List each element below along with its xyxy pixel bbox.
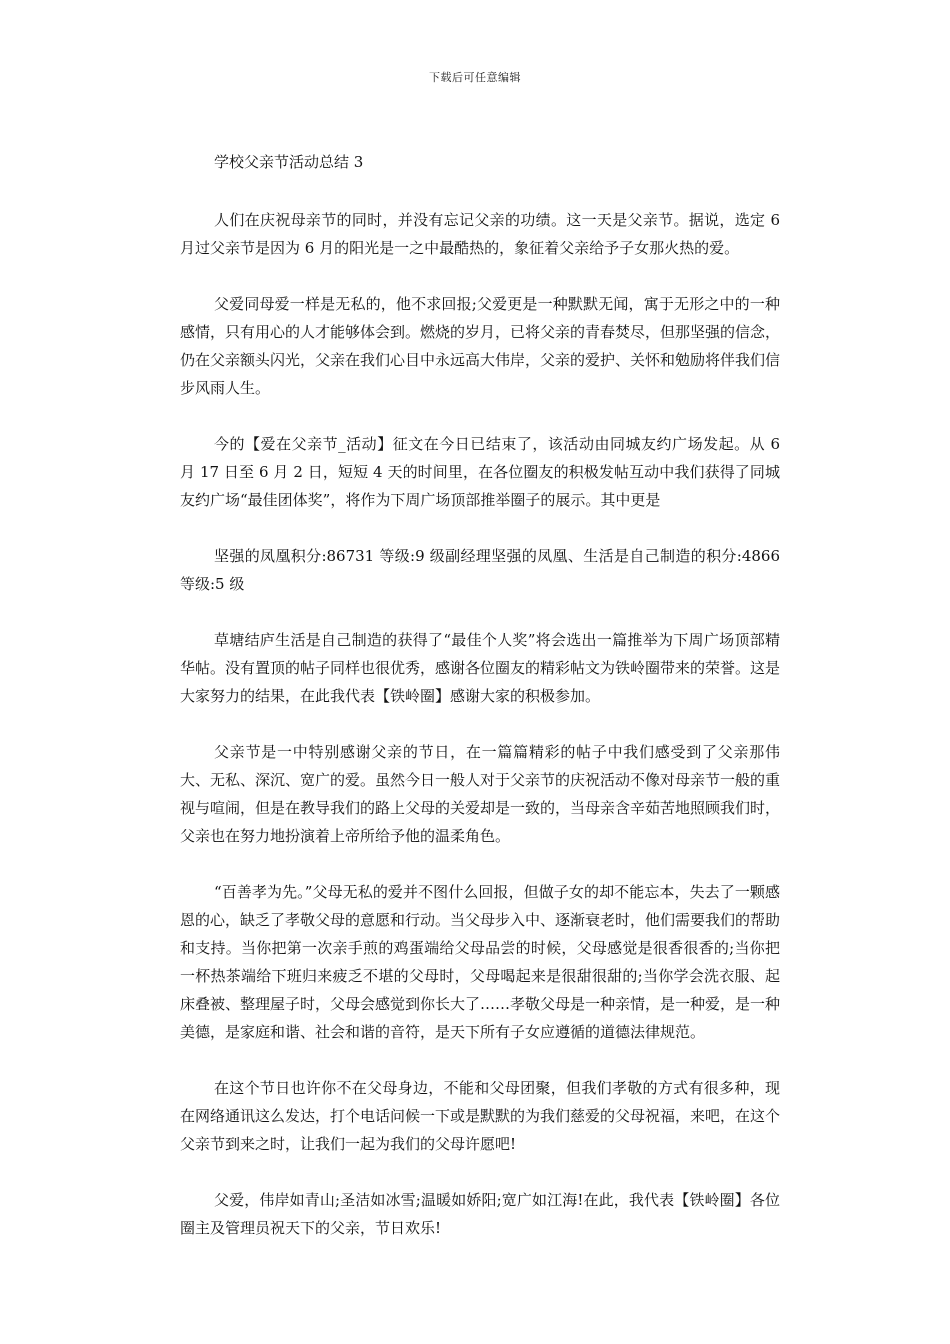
paragraph-3: 今的【爱在父亲节_活动】征文在今日已结束了，该活动由同城友约广场发起。从 6 月 17 日至 6 月 2 日，短短 4 天的时间里，在各位圈友的积极发帖互动中我们获得了同城友约广场“最佳团体奖”，将作为下周广场顶部推举圈子的展示。其中更是	[180, 435, 780, 509]
paragraph-2: 父爱同母爱一样是无私的，他不求回报;父爱更是一种默默无闻，寓于无形之中的一种感情，只有用心的人才能够体会到。燃烧的岁月，已将父亲的青春焚尽，但那坚强的信念，仍在父亲额头闪光，父亲在我们心目中永远高大伟岸，父亲的爱护、关怀和勉励将伴我们信步风雨人生。	[180, 295, 781, 397]
paragraph-6: 父亲节是一中特别感谢父亲的节日，在一篇篇精彩的帖子中我们感受到了父亲那伟大、无私、深沉、宽广的爱。虽然今日一般人对于父亲节的庆祝活动不像对母亲节一般的重视与喧闹，但是在教导我们的路上父母的关爱却是一致的，当母亲含辛茹苦地照顾我们时，父亲也在努力地扮演着上帝所给予他的温柔角色。	[180, 743, 781, 845]
paragraph-9: 父爱，伟岸如青山;圣洁如冰雪;温暖如娇阳;宽广如江海!在此，我代表【铁岭圈】各位圈主及管理员祝天下的父亲，节日欢乐!	[180, 1191, 780, 1237]
document-title: 学校父亲节活动总结 3	[214, 153, 364, 171]
paragraph-5: 草塘结庐生活是自己制造的获得了“最佳个人奖”将会选出一篇推举为下周广场顶部精华帖。没有置顶的帖子同样也很优秀，感谢各位圈友的精彩帖文为铁岭圈带来的荣誉。这是大家努力的结果，在此我代表【铁岭圈】感谢大家的积极参加。	[180, 631, 781, 705]
header-note: 下载后可任意编辑	[429, 71, 521, 84]
paragraph-8: 在这个节日也许你不在父母身边，不能和父母团聚，但我们孝敬的方式有很多种，现在网络通讯这么发达，打个电话问候一下或是默默的为我们慈爱的父母祝福，来吧，在这个父亲节到来之时，让我们一起为我们的父母许愿吧!	[180, 1079, 781, 1153]
paragraph-4: 坚强的凤凰积分:86731 等级:9 级副经理坚强的凤凰、生活是自己制造的积分:4866 等级:5 级	[180, 547, 780, 593]
paragraph-7: “百善孝为先。”父母无私的爱并不图什么回报，但做子女的却不能忘本，失去了一颗感恩的心，缺乏了孝敬父母的意愿和行动。当父母步入中、逐渐衰老时，他们需要我们的帮助和支持。当你把第一次亲手煎的鸡蛋端给父母品尝的时候，父母感觉是很香很香的;当你把一杯热茶端给下班归来疲乏不堪的父母时，父母喝起来是很甜很甜的;当你学会洗衣服、起床叠被、整理屋子时，父母会感觉到你长大了……孝敬父母是一种亲情，是一种爱，是一种美德，是家庭和谐、社会和谐的音符，是天下所有子女应遵循的道德法律规范。	[180, 883, 781, 1041]
document-body	[180, 148, 780, 1270]
paragraph-1: 人们在庆祝母亲节的同时，并没有忘记父亲的功绩。这一天是父亲节。据说，选定 6 月过父亲节是因为 6 月的阳光是一之中最酷热的，象征着父亲给予子女那火热的爱。	[180, 211, 780, 257]
